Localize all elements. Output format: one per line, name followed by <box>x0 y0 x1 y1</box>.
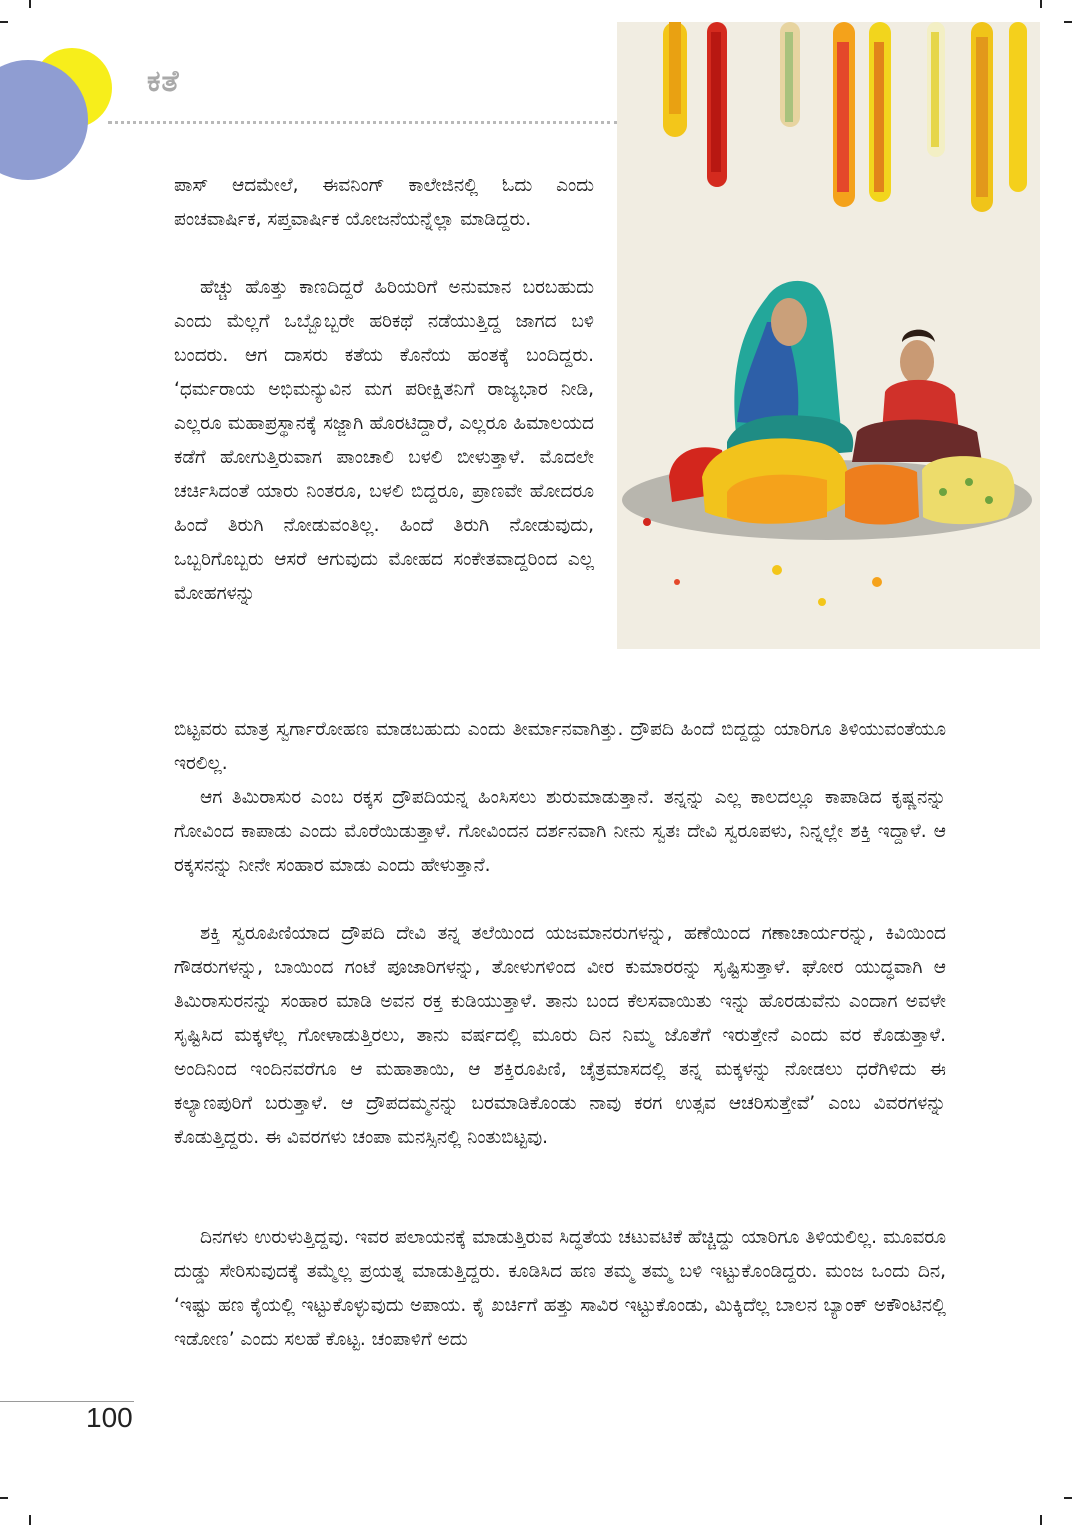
story-paragraph: ಆಗ ತಿಮಿರಾಸುರ ಎಂಬ ರಕ್ಕಸ ದ್ರೌಪದಿಯನ್ನ ಹಿಂಸಿಸಲು ಶುರುಮಾಡುತ್ತಾನೆ. ತನ್ನನ್ನು ಎಲ್ಲ ಕಾಲದಲ್ಲೂ ಕಾಪಾಡಿದ ಕೃಷ್ಣನನ್ನು ಗೋವಿಂದ ಕಾಪಾಡು ಎಂದು ಮೊರೆಯಿಡುತ್ತಾಳೆ. ಗೋವಿಂದನ ದರ್ಶನವಾಗಿ ನೀನು ಸ್ವತಃ ದೇವಿ ಸ್ವರೂಪಳು, ನಿನ್ನಲ್ಲೇ ಶಕ್ತಿ ಇದ್ದಾಳೆ. ಆ ರಕ್ಕಸನನ್ನು ನೀನೇ ಸಂಹಾರ ಮಾಡು ಎಂದು ಹೇಳುತ್ತಾನೆ. <box>174 787 946 876</box>
story-paragraph: ದಿನಗಳು ಉರುಳುತ್ತಿದ್ದವು. ಇವರ ಪಲಾಯನಕ್ಕೆ ಮಾಡುತ್ತಿರುವ ಸಿದ್ಧತೆಯ ಚಟುವಟಿಕೆ ಹೆಚ್ಚಿದ್ದು ಯಾರಿಗೂ ತಿಳಿಯಲಿಲ್ಲ. ಮೂವರೂ ದುಡ್ಡು ಸೇರಿಸುವುದಕ್ಕೆ ತಮ್ಮೆಲ್ಲ ಪ್ರಯತ್ನ ಮಾಡುತ್ತಿದ್ದರು. ಕೂಡಿಸಿದ ಹಣ ತಮ್ಮ ತಮ್ಮ ಬಳಿ ಇಟ್ಟುಕೊಂಡಿದ್ದರು. ಮಂಜ ಒಂದು ದಿನ, ‘ಇಷ್ಟು ಹಣ ಕೈಯಲ್ಲಿ ಇಟ್ಟುಕೊಳ್ಳುವುದು ಅಪಾಯ. ಕೈ ಖರ್ಚಿಗೆ ಹತ್ತು ಸಾವಿರ ಇಟ್ಟುಕೊಂಡು, ಮಿಕ್ಕಿದೆಲ್ಲ ಬಾಲನ ಬ್ಯಾಂಕ್ ಅಕೌಂಟಿನಲ್ಲಿ ಇಡೋಣ’ ಎಂದು ಸಲಹೆ ಕೊಟ್ಟ. ಚಂಪಾಳಿಗೆ ಅದು <box>174 1227 946 1350</box>
section-label: ಕತೆ <box>147 64 180 99</box>
woman-green-saree <box>727 281 853 462</box>
crop-mark <box>29 0 31 8</box>
page-number: 100 <box>86 1402 133 1433</box>
crop-mark <box>29 1515 31 1525</box>
flower-seller-illustration <box>617 22 1040 649</box>
crop-mark <box>1064 21 1072 23</box>
crop-mark <box>1040 0 1042 8</box>
story-paragraph: ಹೆಚ್ಚು ಹೊತ್ತು ಕಾಣದಿದ್ದರೆ ಹಿರಿಯರಿಗೆ ಅನುಮಾನ ಬರಬಹುದು ಎಂದು ಮೆಲ್ಲಗೆ ಒಬ್ಬೊಬ್ಬರೇ ಹರಿಕಥೆ ನಡೆಯುತ್ತಿದ್ದ ಜಾಗದ ಬಳಿ ಬಂದರು. ಆಗ ದಾಸರು ಕತೆಯ ಕೊನೆಯ ಹಂತಕ್ಕೆ ಬಂದಿದ್ದರು. ‘ಧರ್ಮರಾಯ ಅಭಿಮನ್ಯುವಿನ ಮಗ ಪರೀಕ್ಷಿತನಿಗೆ ರಾಜ್ಯಭಾರ ನೀಡಿ, ಎಲ್ಲರೂ ಮಹಾಪ್ರಸ್ಥಾನಕ್ಕೆ ಸಜ್ಜಾಗಿ ಹೊರಟಿದ್ದಾರೆ, ಎಲ್ಲರೂ ಹಿಮಾಲಯದ ಕಡೆಗೆ ಹೋಗುತ್ತಿರುವಾಗ ಪಾಂಚಾಲಿ ಬಳಲಿ ಬೀಳುತ್ತಾಳೆ. ಮೊದಲೇ ಚರ್ಚಿಸಿದಂತೆ ಯಾರು ನಿಂತರೂ, ಬಳಲಿ ಬಿದ್ದರೂ, ಪ್ರಾಣವೇ ಹೋದರೂ ಹಿಂದೆ ತಿರುಗಿ ನೋಡುವಂತಿಲ್ಲ. ಹಿಂದೆ ತಿರುಗಿ ನೋಡುವುದು, ಒಬ್ಬರಿಗೊಬ್ಬರು ಆಸರೆ ಆಗುವುದು ಮೋಹದ ಸಂಕೇತವಾದ್ದರಿಂದ ಎಲ್ಲ ಮೋಹಗಳನ್ನು <box>174 277 594 604</box>
crop-mark <box>0 1497 8 1499</box>
story-paragraph: ಪಾಸ್ ಆದಮೇಲೆ, ಈವನಿಂಗ್ ಕಾಲೇಜಿನಲ್ಲಿ ಓದು ಎಂದು ಪಂಚವಾರ್ಷಿಕ, ಸಪ್ತವಾರ್ಷಿಕ ಯೋಜನೆಯನ್ನೆಲ್ಲಾ ಮಾಡಿದ್ದರು. <box>174 175 594 230</box>
crop-mark <box>0 21 8 23</box>
crop-mark <box>1040 1515 1042 1525</box>
woman-red-top <box>852 330 982 462</box>
dotted-divider <box>108 121 618 124</box>
crop-mark <box>1064 1497 1072 1499</box>
hanging-garlands <box>663 22 1027 212</box>
story-paragraph: ಶಕ್ತಿ ಸ್ವರೂಪಿಣಿಯಾದ ದ್ರೌಪದಿ ದೇವಿ ತನ್ನ ತಲೆಯಿಂದ ಯಜಮಾನರುಗಳನ್ನು, ಹಣೆಯಿಂದ ಗಣಾಚಾರ್ಯರನ್ನು, ಕಿವಿಯಿಂದ ಗೌಡರುಗಳನ್ನು, ಬಾಯಿಂದ ಗಂಟೆ ಪೂಜಾರಿಗಳನ್ನು, ತೋಳುಗಳಿಂದ ವೀರ ಕುಮಾರರನ್ನು ಸೃಷ್ಟಿಸುತ್ತಾಳೆ. ಘೋರ ಯುದ್ಧವಾಗಿ ಆ ತಿಮಿರಾಸುರನನ್ನು ಸಂಹಾರ ಮಾಡಿ ಅವನ ರಕ್ತ ಕುಡಿಯುತ್ತಾಳೆ. ತಾನು ಬಂದ ಕೆಲಸವಾಯಿತು ಇನ್ನು ಹೊರಡುವೆನು ಎಂದಾಗ ಅವಳೇ ಸೃಷ್ಟಿಸಿದ ಮಕ್ಕಳೆಲ್ಲ ಗೋಳಾಡುತ್ತಿರಲು, ತಾನು ವರ್ಷದಲ್ಲಿ ಮೂರು ದಿನ ನಿಮ್ಮ ಜೊತೆಗೆ ಇರುತ್ತೇನೆ ಎಂದು ವರ ಕೊಡುತ್ತಾಳೆ. ಅಂದಿನಿಂದ ಇಂದಿನವರೆಗೂ ಆ ಮಹಾತಾಯಿ, ಆ ಶಕ್ತಿರೂಪಿಣಿ, ಚೈತ್ರಮಾಸದಲ್ಲಿ ತನ್ನ ಮಕ್ಕಳನ್ನು ನೋಡಲು ಧರೆಗಿಳಿದು ಈ ಕಲ್ಯಾಣಪುರಿಗೆ ಬರುತ್ತಾಳೆ. ಆ ದ್ರೌಪದಮ್ಮನನ್ನು ಬರಮಾಡಿಕೊಂಡು ನಾವು ಕರಗ ಉತ್ಸವ ಆಚರಿಸುತ್ತೇವೆ’ ಎಂಬ ವಿವರಗಳನ್ನು ಕೊಡುತ್ತಿದ್ದರು. ಈ ವಿವರಗಳು ಚಂಪಾ ಮನಸ್ಸಿನಲ್ಲಿ ನಿಂತುಬಿಟ್ಟವು. <box>174 923 946 1148</box>
story-paragraph: ಬಿಟ್ಟವರು ಮಾತ್ರ ಸ್ವರ್ಗಾರೋಹಣ ಮಾಡಬಹುದು ಎಂದು ತೀರ್ಮಾನವಾಗಿತ್ತು. ದ್ರೌಪದಿ ಹಿಂದೆ ಬಿದ್ದದ್ದು ಯಾರಿಗೂ ತಿಳಿಯುವಂತೆಯೂ ಇರಲಿಲ್ಲ. <box>174 719 946 774</box>
decorative-circles <box>0 40 130 260</box>
